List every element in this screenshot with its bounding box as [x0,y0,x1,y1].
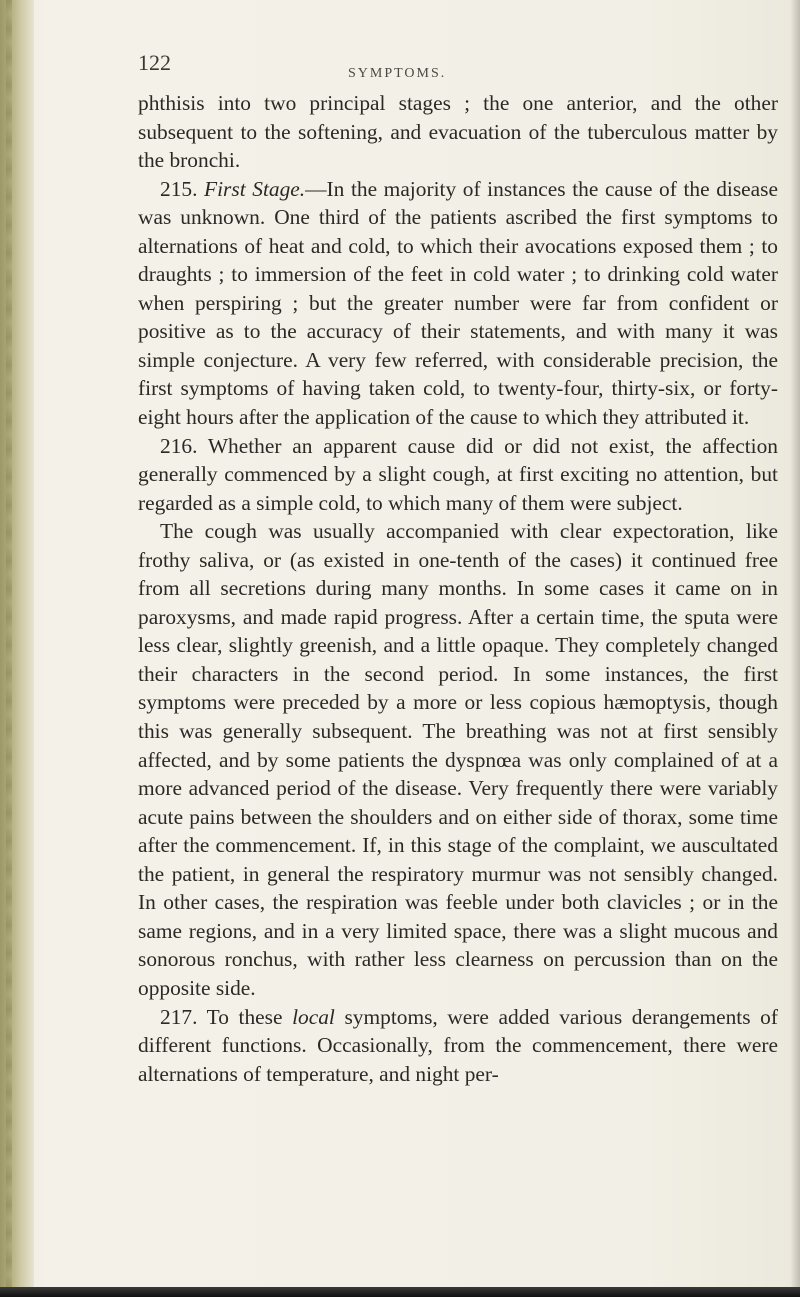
scan-bottom-edge [0,1287,800,1297]
section-number: 217. [160,1004,198,1029]
running-head: SYMPTOMS. [348,66,447,81]
page-number: 122 [138,50,171,75]
paragraph-cough [138,517,778,1002]
section-number: 215. [160,176,198,201]
paragraph-continuation [138,89,778,175]
paragraph-text: Whether an apparent cause did or did not exist, the affection generally commenced by a slight cough, at first exciting no attention, but regarded as a simple cold, to which many of them were subject. [138,433,778,515]
paragraph-text: symptoms, were added various derangements of different functions. Occasionally, from the commencement, there were alternations of temperature, and night per- [138,1004,778,1086]
binding-gutter [0,0,34,1297]
paragraph-text: The cough was usually accompanied with clear expectoration, like frothy saliva, or (as existed in one-tenth of the cases) it continued free from all secretions during many months. In some cases it came on in paroxysms, and made rapid progress. After a certain time, the sputa were less clear, slightly greenish, and a little opaque. They completely changed their characters in the second period. In some instances, the first symptoms were preceded by a more or less copious hæmoptysis, though this was generally subsequent. The breathing was not at first sensibly affected, and by some patients the dyspnœa was only complained of at a more advanced period of the disease. Very frequently there were variably acute pains between the shoulders and on either side of thorax, some time after the commencement. If, in this stage of the complaint, we auscultated the patient, in general the respiratory murmur was not sensibly changed. In other cases, the respiration was feeble under both clavicles ; or in the same regions, and in a very limited space, there was a slight mucous and sonorous ronchus, with rather less clearness on percussion than on the opposite side. [138,519,778,1000]
emphasis-local: local [292,1004,335,1029]
section-number: 216. [160,433,198,458]
section-216 [138,432,778,518]
paragraph-text: —In the majority of instances the cause of the disease was unknown. One third of the patients ascribed the first symptoms to alternations of heat and cold, to which their avocations exposed them ; to draughts ; to immersion of the feet in cold water ; to drinking cold water when perspiring ; but the greater number were far from confident or positive as to the accuracy of their statements, and with many it was simple conjecture. A very few referred, with considerable precision, the first symptoms of having taken cold, to twenty-four, thirty-six, or forty-eight hours after the application of the cause to which they attributed it. [138,176,778,430]
body-text [138,89,778,1088]
section-215 [138,175,778,432]
section-217 [138,1003,778,1089]
page-edge-shadow [790,0,800,1297]
page-header [138,50,778,84]
paragraph-text: phthisis into two principal stages ; the one anterior, and the other subsequent to the softening, and evacuation of the tuberculous matter by the bronchi. [138,91,778,173]
section-title: First Stage. [204,176,306,201]
paragraph-text-lead: To these [206,1004,293,1029]
